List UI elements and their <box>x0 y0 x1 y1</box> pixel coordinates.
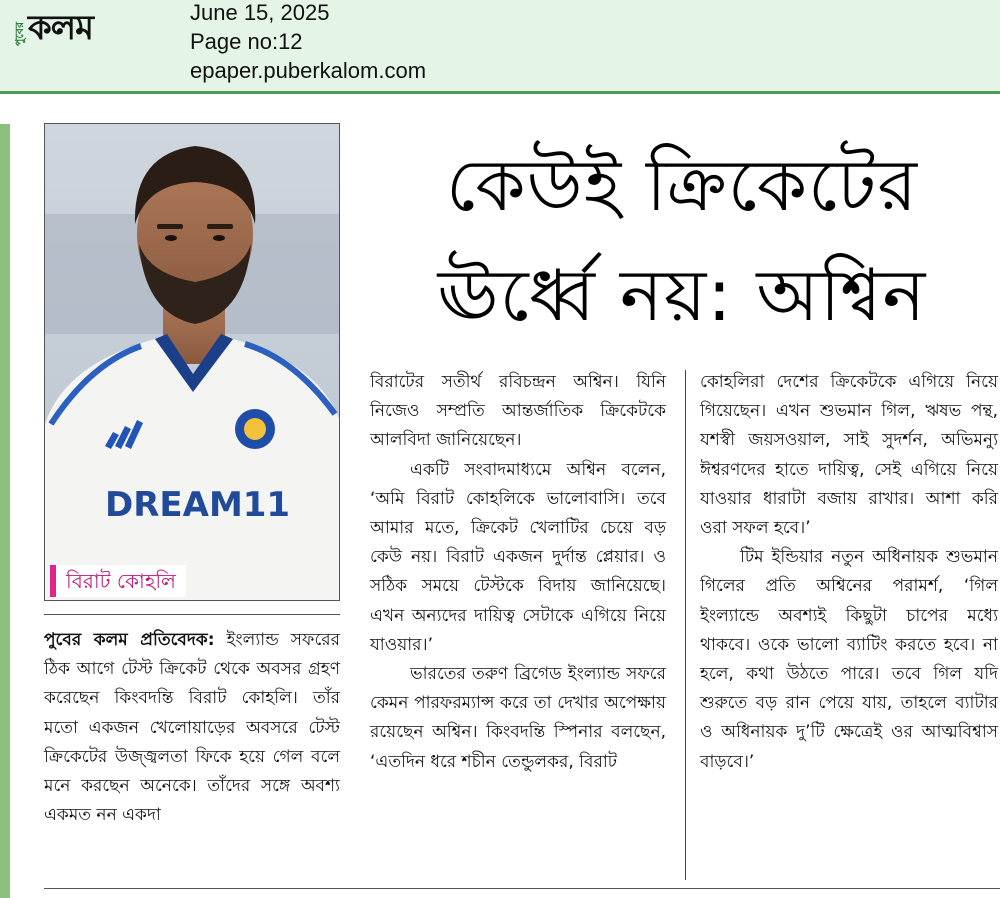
article-column-2 <box>370 368 666 777</box>
byline: পুবের কলম প্রতিবেদক: <box>44 630 215 650</box>
logo-main-text: কলম <box>28 8 94 48</box>
player-portrait-illustration <box>45 124 340 601</box>
article-paragraph: টিম ইন্ডিয়ার নতুন অধিনায়ক শুভমান গিলের প্রতি অশ্বিনের পরামর্শ, ‘গিল ইংল্যান্ডে অবশ্যই কিছুটা চাপের মধ্যে থাকবে। ওকে ভালো ব্যাটিং করতে হবে। না হলে, কথা উঠতে পারে। তবে গিল যদি শুরুতে বড় রান পেয়ে যায়, তাহলে ব্যাটার ও অধিনায়ক দু’টি ক্ষেত্রেই ওর আত্মবিশ্বাস বাড়বে।’ <box>700 547 998 772</box>
article-paragraph: ভারতের তরুণ ব্রিগেড ইংল্যান্ড সফরে কেমন পারফরম্যান্স করে তা দেখার অপেক্ষায় রয়েছেন অশ্বিন। কিংবদন্তি স্পিনার বলছেন, ‘এতদিন ধরে শচীন তেন্ডুলকর, বিরাট <box>370 664 666 772</box>
edition-date: June 15, 2025 <box>190 0 330 25</box>
article-column-3 <box>700 368 998 777</box>
site-url[interactable]: epaper.puberkalom.com <box>190 58 427 83</box>
jersey-sponsor-text: DREAM11 <box>105 485 291 525</box>
side-rule <box>0 124 10 898</box>
paragraph-text: ইংল্যান্ড সফরের ঠিক আগে টেস্ট ক্রিকেট থেকে অবসর গ্রহণ করেছেন কিংবদন্তি বিরাট কোহলি। তাঁর মতো একজন খেলোয়াড়ের অবসরে টেস্ট ক্রিকেটের উজ্জ্বলতা ফিকে হয়ে গেল বলে মনে করছেন অনেকে। তাঁদের সঙ্গে অবশ্য একমত নন একদা <box>44 630 340 826</box>
article-paragraph: কোহলিরা দেশের ক্রিকেটকে এগিয়ে নিয়ে গিয়েছেন। এখন শুভমান গিল, ঋষভ পন্থ, যশস্বী জয়সওয়াল, সাই সুদর্শন, অভিমন্যু ঈশ্বরণদের হাতে দায়িত্ব, সেই এগিয়ে নিয়ে যাওয়ার ধারাটা বজায় রাখার। আশা করি ওরা সফল হবে।’ <box>700 372 998 539</box>
headline-line-2: ঊর্ধ্বে নয়: অশ্বিন <box>437 253 927 337</box>
article-column-1 <box>44 626 340 830</box>
bottom-rule <box>44 888 1000 889</box>
headline-line-1: কেউই ক্রিকেটের <box>446 143 918 227</box>
photo-caption: বিরাট কোহলি <box>50 565 186 597</box>
page-number: Page no:12 <box>190 29 303 54</box>
article-paragraph: বিরাটের সতীর্থ রবিচন্দ্রন অশ্বিন। যিনি নিজেও সম্প্রতি আন্তর্জাতিক ক্রিকেটকে আলবিদা জানিয়েছেন। <box>370 372 666 451</box>
article-headline <box>372 130 992 350</box>
logo-small-text: পুবের <box>13 21 26 46</box>
column-divider <box>685 370 686 880</box>
masthead <box>0 0 1000 94</box>
photo-divider <box>44 614 340 615</box>
newspaper-logo[interactable] <box>14 10 93 46</box>
article-paragraph: একটি সংবাদমাধ্যমে অশ্বিন বলেন, ‘অমি বিরাট কোহলিকে ভালোবাসি। তবে আমার মতে, ক্রিকেট খেলাটির চেয়ে বড় কেউ নয়। বিরাট একজন দুর্দান্ত প্লেয়ার। ও সঠিক সময়ে টেস্টকে বিদায় জানিয়েছে। এখন অন্যদের দায়িত্ব সেটাকে এগিয়ে নিয়ে যাওয়ার।’ <box>370 459 666 655</box>
article-paragraph <box>44 626 340 830</box>
player-photo <box>44 123 340 601</box>
edition-info <box>190 0 426 85</box>
